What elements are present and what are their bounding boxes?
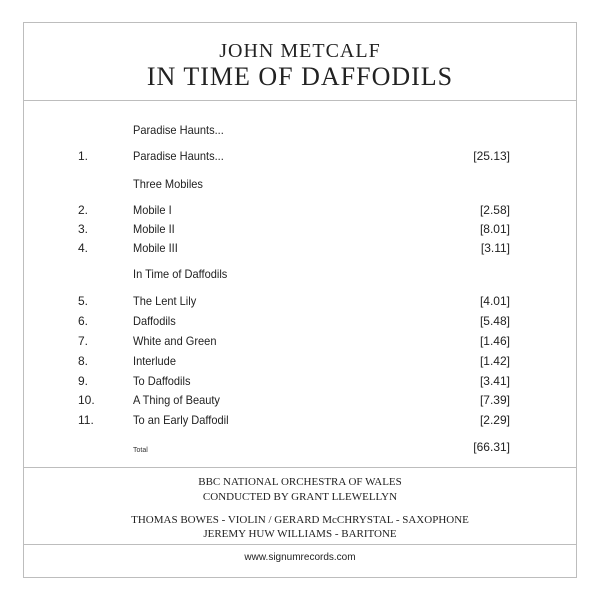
separator-slash: /: [268, 514, 272, 526]
orchestra-credit: BBC NATIONAL ORCHESTRA OF WALES: [198, 476, 402, 488]
divider-bottom: [23, 544, 577, 545]
track-duration: [3.41]: [479, 374, 510, 388]
track-number: 7.: [78, 334, 89, 348]
track-title: Mobile III: [133, 241, 178, 255]
total-duration: [66.31]: [473, 440, 510, 454]
composer-name: JOHN METCALF: [219, 40, 381, 62]
track-row: [0, 393, 600, 409]
track-row: [0, 222, 600, 238]
track-duration: [8.01]: [479, 222, 510, 236]
track-row: [0, 294, 600, 310]
website-url: www.signumrecords.com: [244, 552, 356, 563]
track-duration: [7.39]: [479, 393, 510, 407]
track-number: 5.: [78, 294, 89, 308]
divider-middle: [23, 467, 577, 468]
performer-name: JEREMY HUW WILLIAMS: [203, 528, 333, 540]
section-heading: In Time of Daffodils: [133, 267, 228, 281]
track-title: Interlude: [133, 354, 176, 368]
track-title: Mobile II: [133, 222, 175, 236]
track-number: 2.: [78, 203, 89, 217]
track-title: To an Early Daffodil: [133, 413, 229, 427]
separator-dash: -: [395, 514, 400, 526]
track-number: 10.: [78, 393, 95, 407]
track-duration: [1.46]: [479, 334, 510, 348]
track-row: [0, 241, 600, 257]
performer-name: THOMAS BOWES: [131, 514, 219, 526]
track-number: 3.: [78, 222, 89, 236]
track-number: 4.: [78, 241, 89, 255]
track-title: A Thing of Beauty: [133, 393, 220, 407]
track-row: [0, 413, 600, 429]
track-number: 6.: [78, 314, 89, 328]
track-title: Daffodils: [133, 314, 176, 328]
track-duration: [1.42]: [479, 354, 510, 368]
album-title: IN TIME OF DAFFODILS: [146, 62, 454, 91]
soloists-credit: [0, 514, 600, 526]
track-number: 1.: [78, 149, 89, 163]
track-number: 11.: [78, 413, 94, 427]
track-row: [0, 149, 600, 165]
track-title: Paradise Haunts...: [133, 149, 224, 163]
track-duration: [2.29]: [479, 413, 510, 427]
track-row: [0, 314, 600, 330]
track-title: To Daffodils: [133, 374, 191, 388]
performer-role: BARITONE: [341, 528, 397, 540]
track-duration: [4.01]: [479, 294, 510, 308]
track-row: [0, 374, 600, 390]
track-title: White and Green: [133, 334, 217, 348]
separator-dash: -: [334, 528, 339, 540]
track-row: [0, 334, 600, 350]
soloist-credit: [0, 528, 600, 540]
performer-role: VIOLIN: [227, 514, 266, 526]
separator-dash: -: [221, 514, 226, 526]
track-number: 8.: [78, 354, 89, 368]
conductor-credit: CONDUCTED BY GRANT LLEWELLYN: [202, 491, 398, 503]
total-label: Total: [133, 447, 148, 454]
track-row: [0, 354, 600, 370]
track-row: [0, 203, 600, 219]
performer-role: SAXOPHONE: [402, 514, 469, 526]
track-duration: [25.13]: [473, 149, 510, 163]
track-duration: [5.48]: [479, 314, 510, 328]
track-number: 9.: [78, 374, 89, 388]
track-title: Mobile I: [133, 203, 172, 217]
track-duration: [3.11]: [480, 241, 510, 255]
track-title: The Lent Lily: [133, 294, 197, 308]
performer-name: GERARD McCHRYSTAL: [274, 514, 394, 526]
section-heading: Paradise Haunts...: [133, 123, 224, 137]
section-heading: Three Mobiles: [133, 177, 203, 191]
divider-top: [23, 100, 577, 101]
track-duration: [2.58]: [479, 203, 510, 217]
